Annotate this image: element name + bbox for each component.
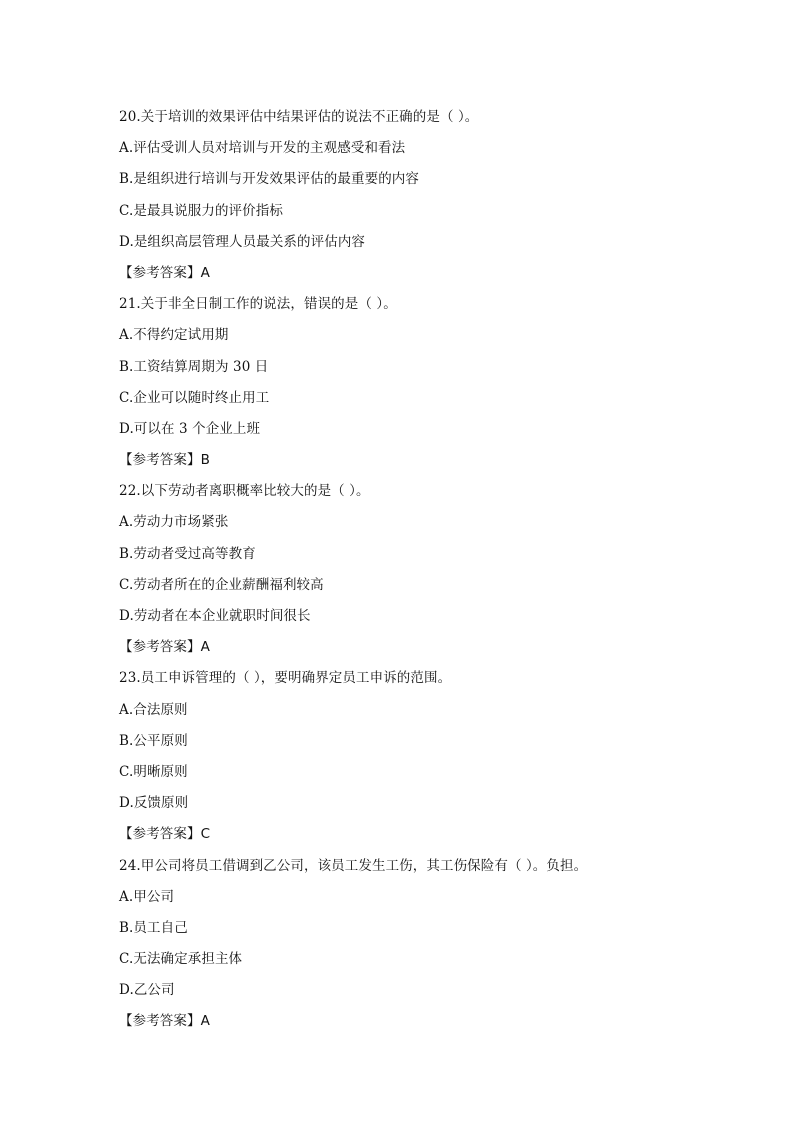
option-b: B.工资结算周期为 30 日 [119, 358, 269, 375]
option-c: C.是最具说服力的评价指标 [119, 202, 283, 219]
option-b: B.劳动者受过高等教育 [119, 545, 256, 562]
option-d: D.乙公司 [119, 982, 175, 999]
reference-answer: 【参考答案】B [119, 452, 210, 469]
option-a: A.甲公司 [119, 888, 175, 905]
option-d: D.是组织高层管理人员最关系的评估内容 [119, 233, 366, 250]
question-stem: 22.以下劳动者离职概率比较大的是（ ）。 [119, 483, 370, 500]
option-b: B.公平原则 [119, 732, 188, 749]
option-a: A.劳动力市场紧张 [119, 514, 229, 531]
reference-answer: 【参考答案】A [119, 639, 210, 656]
option-c: C.劳动者所在的企业薪酬福利较高 [119, 576, 324, 593]
question-22 [119, 476, 679, 663]
question-24 [119, 851, 679, 1038]
reference-answer: 【参考答案】A [119, 264, 210, 281]
reference-answer: 【参考答案】A [119, 1013, 210, 1030]
option-c: C.无法确定承担主体 [119, 951, 243, 968]
option-b: B.是组织进行培训与开发效果评估的最重要的内容 [119, 171, 420, 188]
reference-answer: 【参考答案】C [119, 826, 211, 843]
question-stem: 23.员工申诉管理的（ ），要明确界定员工申诉的范围。 [119, 670, 452, 687]
option-b: B.员工自己 [119, 919, 188, 936]
option-a: A.合法原则 [119, 701, 188, 718]
question-23 [119, 663, 679, 850]
question-stem: 21.关于非全日制工作的说法，错误的是（ ）。 [119, 296, 397, 313]
option-d: D.可以在 3 个企业上班 [119, 420, 261, 437]
option-a: A.不得约定试用期 [119, 327, 229, 344]
option-c: C.企业可以随时终止用工 [119, 389, 270, 406]
option-d: D.劳动者在本企业就职时间很长 [119, 608, 311, 624]
document-page [119, 102, 679, 1038]
option-d: D.反馈原则 [119, 795, 189, 812]
option-a: A.评估受训人员对培训与开发的主观感受和看法 [119, 140, 406, 157]
question-stem: 24.甲公司将员工借调到乙公司，该员工发生工伤，其工伤保险有（ ）。负担。 [119, 857, 588, 874]
question-21 [119, 289, 679, 476]
question-stem: 20.关于培训的效果评估中结果评估的说法不正确的是（ ）。 [119, 109, 479, 125]
question-20 [119, 102, 679, 289]
option-c: C.明晰原则 [119, 763, 188, 780]
